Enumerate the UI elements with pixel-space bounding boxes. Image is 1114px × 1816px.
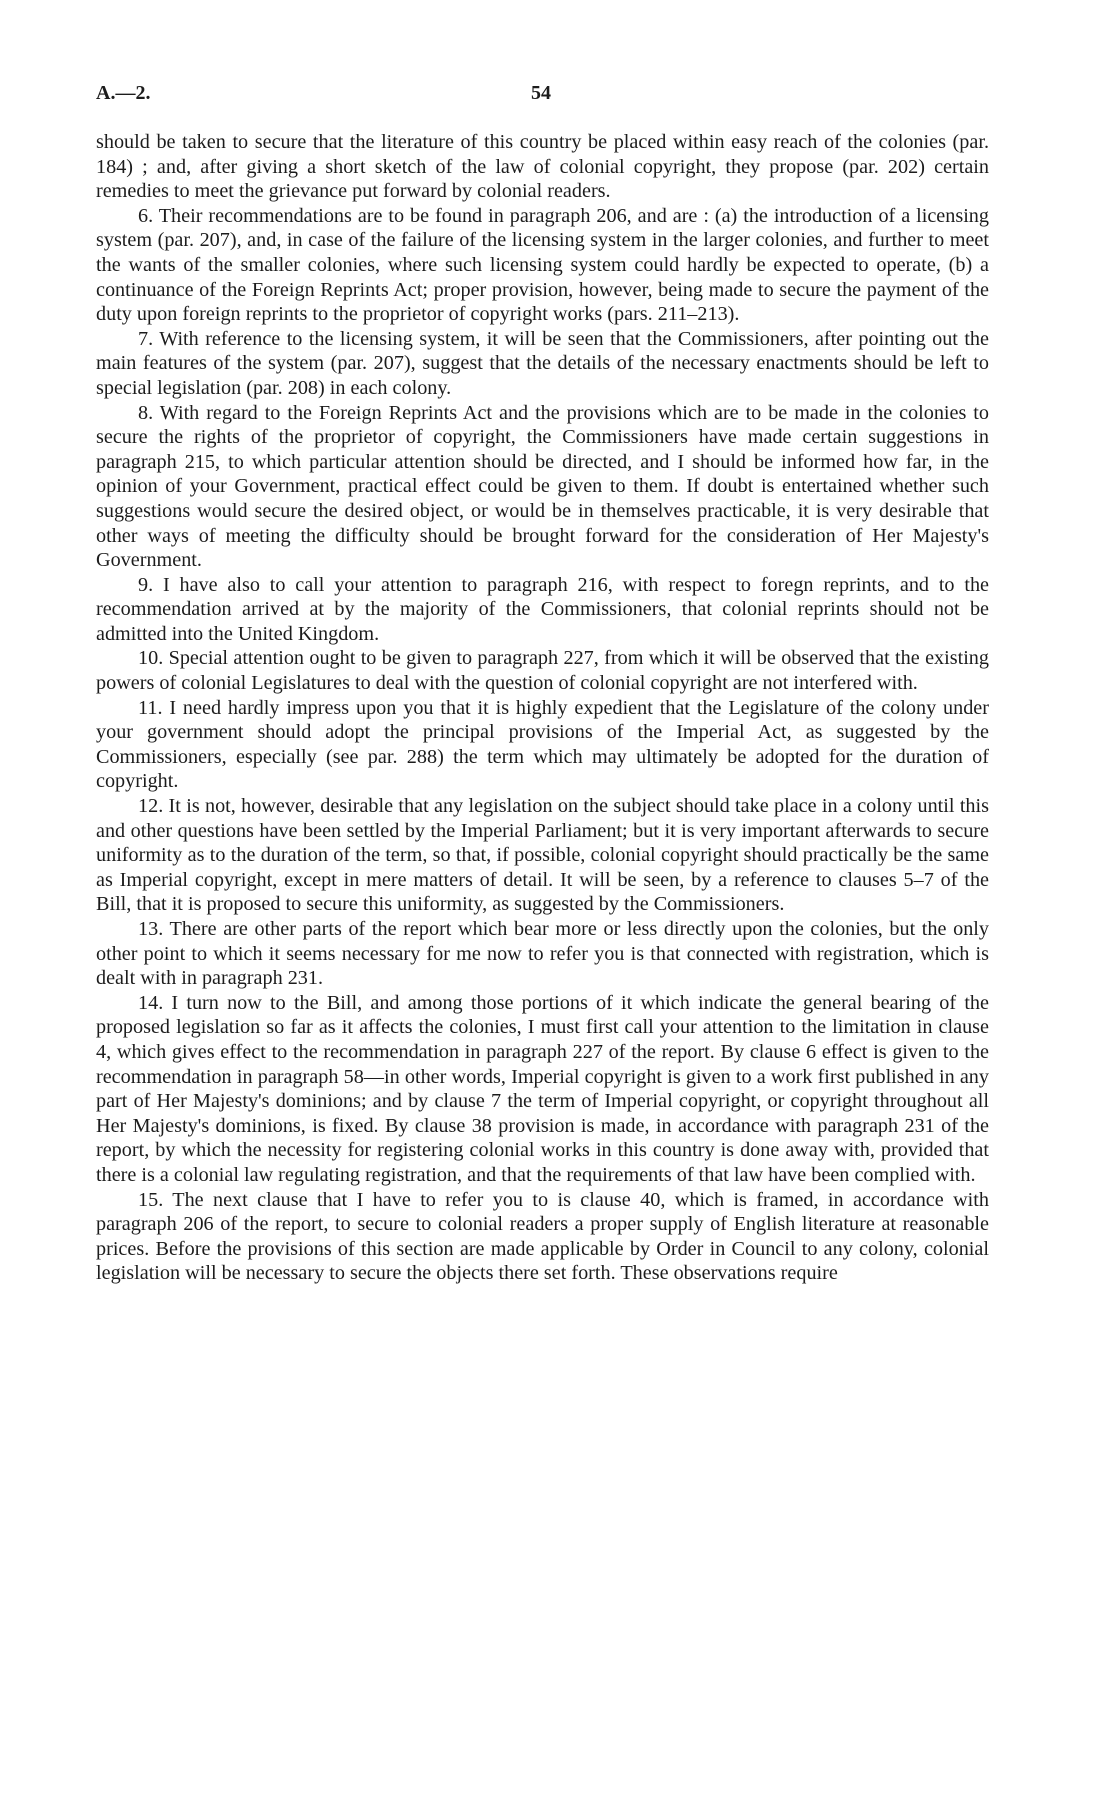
paragraph-6: 6. Their recommendations are to be found in paragraph 206, and are : (a) the introduction of a licensing system (par. 207), and, in case of the failure of the licensing system in the larger colonies, and further to meet the wants of the smaller colonies, where such licensing system could hardly be expected to operate, (b) a continuance of the Foreign Reprints Act; proper provision, however, being made to secure the payment of the duty upon foreign reprints to the proprietor of copyright works (pars. 211–213). (96, 204, 989, 326)
paragraph-7: 7. With reference to the licensing system, it will be seen that the Commissioners, after pointing out the main features of the system (par. 207), suggest that the details of the necessary enactments should be left to special legislation (par. 208) in each colony. (96, 327, 989, 399)
paragraph-14: 14. I turn now to the Bill, and among those portions of it which indicate the general bearing of the proposed legislation so far as it affects the colonies, I must first call your attention to the limitation in clause 4, which gives effect to the recommendation in paragraph 227 of the report. By clause 6 effect is given to the recommendation in paragraph 58—in other words, Imperial copyright is given to a work first published in any part of Her Majesty's dominions; and by clause 7 the term of Imperial copyright, or copyright throughout all Her Majesty's dominions, is fixed. By clause 38 provision is made, in accordance with paragraph 231 of the report, by which the necessity for registering colonial works in this country is done away with, provided that there is a colonial law regulating registration, and that the requirements of that law have been complied with. (96, 991, 989, 1186)
document-reference: A.—2. (96, 82, 151, 104)
body-text (96, 130, 989, 1286)
paragraph-13: 13. There are other parts of the report which bear more or less directly upon the colonies, but the only other point to which it seems necessary for me now to refer you is that connected with registration, which is dealt with in paragraph 231. (96, 918, 989, 990)
page-header (96, 82, 986, 112)
paragraph-12: 12. It is not, however, desirable that any legislation on the subject should take place in a colony until this and other questions have been settled by the Imperial Parliament; but it is very important afterwards to secure uniformity as to the duration of the term, so that, if possible, colonial copyright should practically be the same as Imperial copyright, except in mere matters of detail. It will be seen, by a reference to clauses 5–7 of the Bill, that it is proposed to secure this uniformity, as suggested by the Commissioners. (96, 795, 989, 916)
paragraph-11: 11. I need hardly impress upon you that it is highly expedient that the Legislature of the colony under your government should adopt the principal provisions of the Imperial Act, as suggested by the Commissioners, especially (see par. 288) the term which may ultimately be adopted for the duration of copyright. (96, 696, 989, 793)
paragraph-9: 9. I have also to call your attention to paragraph 216, with respect to foregn reprints, and to the recommendation arrived at by the majority of the Commissioners, that colonial reprints should not be admitted into the United Kingdom. (96, 573, 989, 645)
paragraph-10: 10. Special attention ought to be given to paragraph 227, from which it will be observed that the existing powers of colonial Legislatures to deal with the question of colonial copyright are not interfered with. (96, 647, 989, 695)
paragraph-15: 15. The next clause that I have to refer you to is clause 40, which is framed, in accordance with paragraph 206 of the report, to secure to colonial readers a proper supply of English literature at reasonable prices. Before the provisions of this section are made applicable by Order in Council to any colony, colonial legislation will be necessary to secure the objects there set forth. These observations require (96, 1188, 989, 1285)
paragraph-continuation: should be taken to secure that the literature of this country be placed within easy reach of the colonies (par. 184) ; and, after giving a short sketch of the law of colonial copyright, they propose (par. 202) certain remedies to meet the grievance put forward by colonial readers. (96, 131, 989, 203)
page-number: 54 (531, 82, 551, 104)
paragraph-8: 8. With regard to the Foreign Reprints Act and the provisions which are to be made in the colonies to secure the rights of the proprietor of copyright, the Commissioners have made certain suggestions in paragraph 215, to which particular attention should be directed, and I should be informed how far, in the opinion of your Government, practical effect could be given to them. If doubt is entertained whether such suggestions would secure the desired object, or would be in themselves practicable, it is very desirable that other ways of meeting the difficulty should be brought forward for the consideration of Her Majesty's Government. (96, 401, 989, 572)
